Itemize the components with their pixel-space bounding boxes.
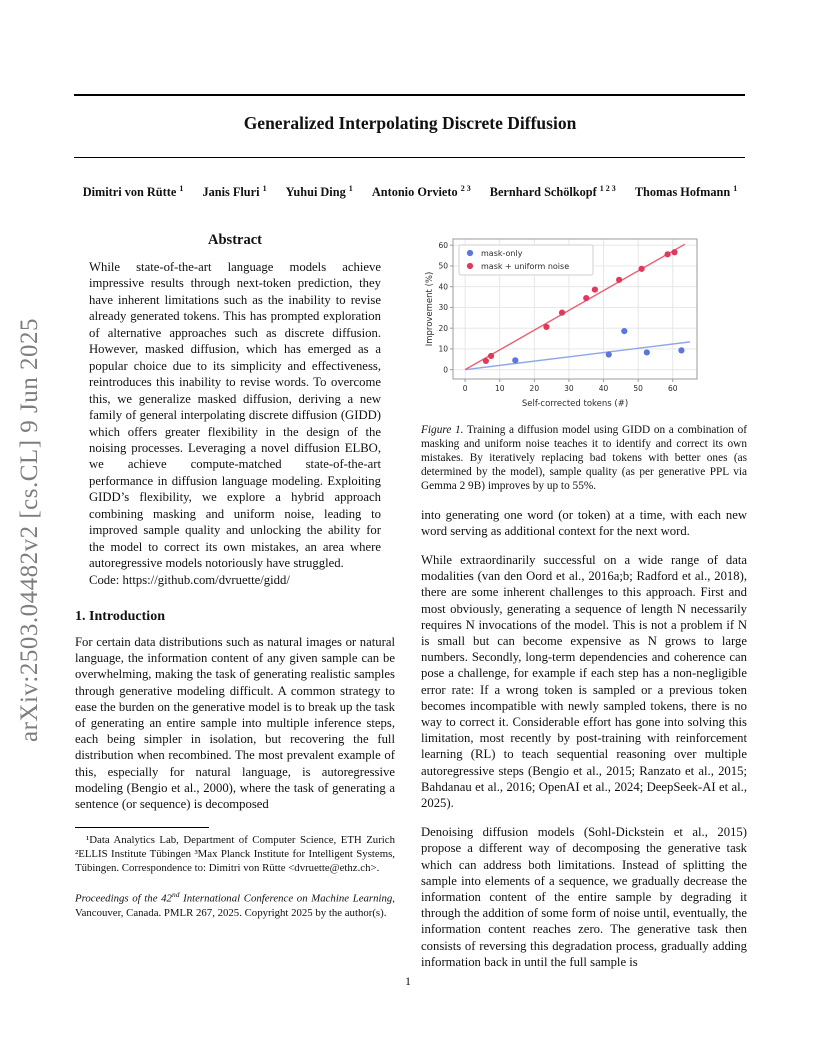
author: Janis Fluri $^1$ (202, 184, 267, 200)
svg-text:40: 40 (598, 384, 609, 393)
abstract-body: While state-of-the-art language models achieve impressive results through next-token prediction, they have inherent limitations such as the inability to revise already generated tokens. This has prompted exploration of alternative approaches such as discrete diffusion. However, masked diffusion, which has emerged as a popular choice due to its simplicity and effectiveness, reintroduces this inability to revise words. To overcome this, we generalize masked diffusion, deriving a new family of general interpolating discrete diffusion (GIDD) which offers greater flexibility in the design of the noising processes. Leveraging a novel diffusion ELBO, we achieve compute-matched state-of-the-art performance in diffusion language modeling. Exploiting GIDD’s flexibility, we explore a hybrid approach combining masking and uniform noise, leading to improved sample quality and unlocking the ability for the model to correct its own mistakes, an area where autoregressive models notoriously have struggled. (89, 260, 381, 571)
proceedings-note: Proceedings of the 42nd International Conference on Machine Learning, Vancouver, Canada. PMLR 267, 2025. Copyright 2025 by the author(s). (75, 890, 395, 919)
svg-text:mask + uniform noise: mask + uniform noise (481, 261, 570, 271)
svg-text:20: 20 (529, 384, 540, 393)
svg-text:0: 0 (462, 384, 468, 393)
body-paragraph: While extraordinarily successful on a wide range of data modalities (van den Oord et al., 2016a;b; Radford et al., 2018), there are some inherent challenges to this approach. First and most obviously, generating a sequence of length N necessarily requires N invocations of the model. This is not a problem if N is small but can become expensive as N grows to large numbers. Secondly, long-term dependencies and coherence can pose a challenge, for example if each step has a non-negligible error rate: If a wrong token is sampled or a previous token becomes incompatible with newly sampled tokens, there is no way to correct it. Considerable effort has gone into solving this limitation, most recently by post-training with reinforcement learning (RL) to teach sequential reasoning over multiple autoregressive steps (Bengio et al., 2015; Ranzato et al., 2015; Bahdanau et al., 2016; OpenAI et al., 2024; DeepSeek-AI et al., 2025). (421, 552, 747, 810)
body-paragraph: Denoising diffusion models (Sohl-Dickstein et al., 2015) propose a different way of decomposing the generative task which can address both limitations. Instead of splitting the sample into elements of a sequence, we gradually decrease the information content of the entire sample by degrading it through the addition of some form of noise until, eventually, the information content reaches zero. The generative task then consists of reversing this degradation process, gradually adding information back in until the full sample is (421, 825, 747, 969)
svg-text:60: 60 (438, 240, 448, 250)
svg-text:10: 10 (438, 344, 448, 354)
figure1-scatter-chart (423, 232, 705, 410)
code-line (89, 572, 381, 588)
abstract-heading: Abstract (208, 232, 262, 248)
intro-paragraph: For certain data distributions such as natural images or natural language, the information content of any given sample can be overwhelming, making the task of generating realistic samples through generative modeling difficult. A common strategy to ease the burden on the generative model is to break up the task of generating an entire sample into multiple inference steps, each being simpler in isolation, but recovering the full distribution when recombined. The most prevalent example of this, especially for natural language, is autoregressive modeling (Bengio et al., 2000), where the task of generating a sentence (or sequence) is decomposed (75, 635, 395, 812)
title-rule (74, 157, 745, 158)
author: Antonio Orvieto $^{2 3}$ (371, 184, 471, 200)
svg-text:Improvement (%): Improvement (%) (425, 271, 435, 347)
top-rule (74, 94, 745, 96)
svg-text:30: 30 (564, 384, 574, 393)
page-number: 1 (405, 974, 411, 988)
author: Dimitri von Rütte $^1$ (82, 184, 184, 200)
svg-text:mask-only: mask-only (481, 248, 523, 258)
right-column (421, 230, 747, 970)
svg-text:Self-corrected tokens (#): Self-corrected tokens (#) (521, 399, 629, 409)
svg-text:20: 20 (438, 323, 448, 333)
footnote-affiliations: ¹Data Analytics Lab, Department of Computer Science, ETH Zurich ²ELLIS Institute Tübingen ³Max Planck Institute for Intelligent Systems, Tübingen. Correspondence to: Dimitri von Rütte <dvruette@ethz.ch>. (75, 834, 395, 874)
svg-text:0: 0 (443, 365, 448, 375)
svg-text:40: 40 (438, 282, 448, 292)
paper-title: Generalized Interpolating Discrete Diffusion (243, 113, 577, 133)
section-heading-introduction: 1. Introduction (75, 609, 165, 625)
svg-text:10: 10 (494, 384, 505, 393)
footnote-rule (75, 827, 209, 828)
code-link[interactable]: https://github.com/dvruette/gidd/ (122, 572, 290, 587)
figure1 (423, 232, 747, 415)
svg-text:30: 30 (438, 303, 448, 313)
author-line (60, 184, 760, 200)
code-label: Code: (89, 572, 120, 587)
left-column (75, 230, 395, 920)
svg-text:60: 60 (667, 384, 678, 393)
svg-text:50: 50 (438, 261, 448, 271)
figure1-caption (421, 424, 747, 494)
arxiv-banner: arXiv:2503.04482v2 [cs.CL] 9 Jun 2025 (16, 317, 43, 743)
author: Bernhard Schölkopf $^{1 2 3}$ (489, 184, 616, 200)
svg-text:50: 50 (633, 384, 643, 393)
author: Thomas Hofmann $^1$ (634, 184, 738, 200)
figure1-caption-label: Figure 1. (421, 424, 464, 436)
body-paragraph: into generating one word (or token) at a time, with each new word serving as additional context for the next word. (421, 507, 747, 538)
figure1-caption-text: Training a diffusion model using GIDD on a combination of masking and uniform noise teaches it to identify and correct its own mistakes. By iteratively replacing bad tokens with better ones (as determined by the model), sample quality (as per generative PPL via Gemma 2 9B) improves by up to 55%. (421, 424, 748, 492)
author: Yuhui Ding $^1$ (285, 184, 353, 200)
